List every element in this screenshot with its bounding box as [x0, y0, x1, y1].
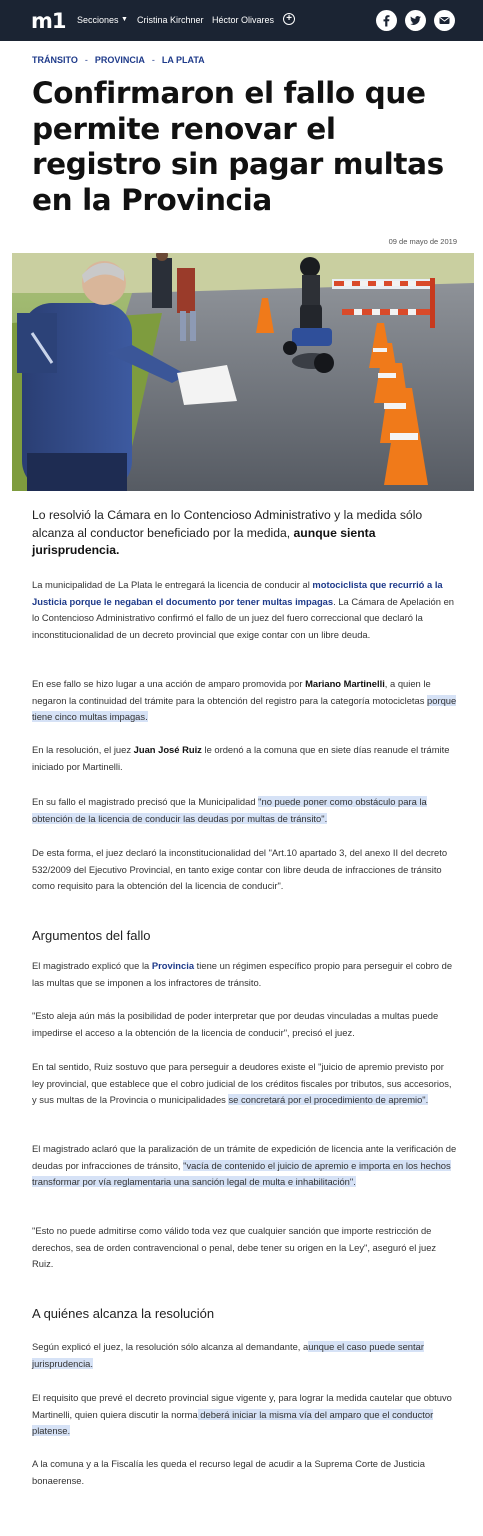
article-title: Confirmaron el fallo que permite renovar el registro sin pagar multas en la Provincia: [32, 76, 444, 217]
paragraph-4: [32, 794, 457, 827]
nav-secciones[interactable]: Secciones: [77, 15, 119, 25]
p3-text: En la resolución, el juez: [32, 744, 134, 755]
site-logo[interactable]: m1: [31, 9, 66, 33]
subheading-argumentos: Argumentos del fallo: [32, 928, 151, 943]
p12-highlight: deberá iniciar la misma vía del amparo que el conductor platense.: [32, 1408, 434, 1437]
p2-bold: Mariano Martinelli: [305, 678, 385, 689]
chevron-down-icon[interactable]: ▼: [121, 16, 128, 23]
p9-highlight: "vacía de contenido el juicio de apremio e importa en los hechos transformar por vía reglamentaria una sanción legal de multa e inhabilitación".: [32, 1159, 451, 1188]
p3-bold: Juan José Ruiz: [133, 744, 202, 755]
breadcrumb-separator: -: [84, 55, 88, 65]
facebook-icon[interactable]: [376, 10, 397, 31]
paragraph-3: [32, 742, 457, 775]
paragraph-9: [32, 1141, 457, 1191]
p8-highlight: se concretará por el procedimiento de apremio".: [228, 1094, 429, 1106]
p1-text-2: . La Cámara de Apelación en lo Contencioso Administrativo confirmó el fallo de un juez del fuero correccional que declaró la inconstitucionalidad de un decreto provincial que exige contar con un libre deuda.: [32, 595, 455, 640]
p1-text: La municipalidad de La Plata le entregará la licencia de conducir al: [32, 579, 313, 590]
subheading-alcance: A quiénes alcanza la resolución: [32, 1306, 215, 1321]
nav-cristina-kirchner[interactable]: Cristina Kirchner: [137, 15, 204, 25]
lead-text: Lo resolvió la Cámara en lo Contencioso Administrativo y la medida sólo alcanza al conductor beneficiado por la medida,: [32, 508, 423, 540]
paragraph-2: [32, 676, 457, 726]
p2-highlight: porque tiene cinco multas impagas.: [32, 694, 457, 723]
add-topic-icon[interactable]: +: [283, 13, 295, 25]
breadcrumb-transito[interactable]: TRÁNSITO: [32, 55, 78, 65]
nav-hector-olivares[interactable]: Héctor Olivares: [212, 15, 275, 25]
p4-highlight: "no puede poner como obstáculo para la obtención de la licencia de conducir las deudas por multas de tránsito".: [32, 796, 427, 824]
paragraph-10: "Esto no puede admitirse como válido toda vez que cualquier sanción que importe restricción de derechos, sea de orden contravencional o penal, debe tener su origen en la Ley", aseguró el juez Ruiz.: [32, 1225, 437, 1270]
p1-link[interactable]: motociclista que recurrió a la Justicia porque le negaban el documento por tener multas impagas: [32, 579, 443, 607]
p12-text: El requisito que prevé el decreto provincial sigue vigente y, para lograr la medida cautelar que obtuvo Martinelli, quien quiera discutir la norma: [32, 1392, 452, 1420]
p2-text: En ese fallo se hizo lugar a una acción de amparo promovida por: [32, 678, 306, 689]
p11-highlight: unque el caso puede sentar jurisprudencia.: [32, 1341, 424, 1369]
p6-text-2: tiene un régimen específico propio para perseguir el cobro de las multas que se imponen a los infractores de tránsito.: [32, 960, 453, 988]
p6-text: El magistrado explicó que la: [32, 960, 152, 971]
paragraph-8: [32, 1059, 457, 1109]
breadcrumb: [32, 54, 205, 66]
paragraph-11: [32, 1339, 457, 1372]
p6-link[interactable]: Provincia: [151, 960, 195, 971]
breadcrumb-provincia[interactable]: PROVINCIA: [94, 55, 145, 65]
paragraph-6: [32, 958, 457, 991]
p9-text: El magistrado aclaró que la paralización de un trámite de expedición de licencia ante la verificación de deudas por infracciones de tránsito,: [32, 1143, 457, 1171]
p11-text: Según explicó el juez, la resolución sólo alcanza al demandante, a: [32, 1341, 309, 1352]
top-navbar: [0, 0, 483, 41]
p2-text-2: , a quien le negaron la continuidad del trámite para la obtención del registro para la categoría motocicletas: [32, 678, 431, 706]
email-icon[interactable]: [434, 10, 455, 31]
paragraph-1: [32, 577, 457, 643]
lead-bold: aunque sienta jurisprudencia.: [32, 525, 376, 557]
paragraph-7: "Esto aleja aún más la posibilidad de poder interpretar que por deudas vinculadas a multas puede impedirse el acceso a la obtención de la licencia de conducir", precisó el juez.: [32, 1010, 439, 1038]
breadcrumb-separator: -: [151, 55, 155, 65]
p3-text-2: le ordenó a la comuna que en siete días reanude el trámite iniciado por Martinelli.: [32, 744, 450, 772]
breadcrumb-la-plata[interactable]: LA PLATA: [161, 55, 205, 65]
paragraph-5: De esta forma, el juez declaró la inconstitucionalidad del "Art.10 apartado 3, del anexo II del decreto 532/2009 del Ejecutivo Provincial, en tanto exige contar con libre deuda de infracciones de tránsito como requisito para la obtención del la licencia de conducir".: [32, 847, 448, 892]
article-date: 09 de mayo de 2019: [388, 237, 457, 246]
p8-text: En tal sentido, Ruiz sostuvo que para perseguir a deudores existe el "juicio de apremio previsto por ley provincial, que establece que el cobro judicial de los créditos fiscales por tributos, sus accesorios, y sus multas de la Provincia o municipalidades: [32, 1061, 452, 1106]
paragraph-13: A la comuna y a la Fiscalía les queda el recurso legal de acudir a la Suprema Corte de Justicia bonaerense.: [32, 1458, 425, 1486]
paragraph-12: [32, 1390, 457, 1440]
p4-text: En su fallo el magistrado precisó que la Municipalidad: [32, 796, 259, 807]
article-photo: [12, 253, 474, 491]
article-lead: [32, 507, 462, 560]
twitter-icon[interactable]: [405, 10, 426, 31]
